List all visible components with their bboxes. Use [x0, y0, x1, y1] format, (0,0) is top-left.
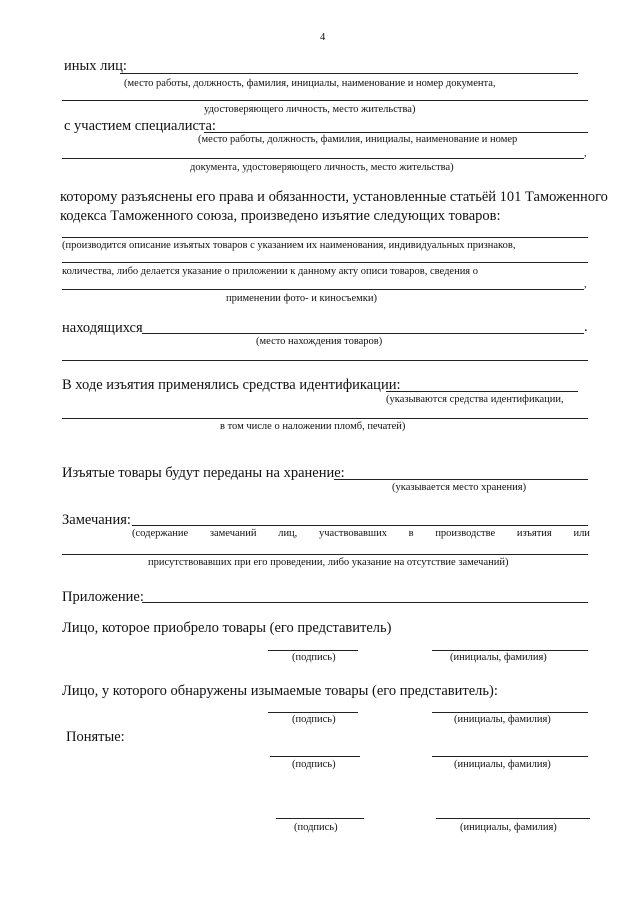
witness-2-name-field[interactable]	[436, 818, 590, 819]
rights-text-1: которому разъяснены его права и обязанности, установленные статьёй 101 Таможенного	[60, 189, 608, 205]
witness-1-signature-hint: (подпись)	[292, 759, 336, 770]
specialist-label: с участием специалиста:	[64, 118, 216, 134]
witnesses-label: Понятые:	[66, 729, 125, 745]
goods-hint-3: применении фото- и киносъемки)	[226, 293, 377, 304]
acquirer-signature-hint: (подпись)	[292, 652, 336, 663]
goods-hint-2: количества, либо делается указание о приложении к данному акту описи товаров, сведения о	[62, 266, 479, 277]
identification-hint-2: в том числе о наложении пломб, печатей)	[220, 421, 406, 432]
owner-label: Лицо, у которого обнаружены изымаемые товары (его представитель):	[62, 683, 498, 699]
acquirer-signature-field[interactable]	[268, 650, 358, 651]
goods-hint-1: (производится описание изъятых товаров с указанием их наименования, индивидуальных признаков,	[62, 240, 516, 251]
witness-2-signature-field[interactable]	[276, 818, 364, 819]
goods-field-1[interactable]	[62, 237, 588, 238]
owner-signature-field[interactable]	[268, 712, 358, 713]
location-field-2[interactable]	[62, 360, 588, 361]
appendix-label: Приложение:	[62, 589, 144, 605]
other-persons-label: иных лиц:	[64, 58, 127, 74]
specialist-hint-1: (место работы, должность, фамилия, инициалы, наименование и номер	[198, 134, 518, 145]
other-persons-field-2[interactable]	[62, 100, 588, 101]
identification-field-2[interactable]	[62, 418, 588, 419]
remarks-field[interactable]	[132, 525, 588, 526]
location-field[interactable]	[142, 333, 584, 334]
witness-2-name-hint: (инициалы, фамилия)	[460, 822, 557, 833]
goods-field-2[interactable]	[62, 262, 588, 263]
appendix-field[interactable]	[142, 602, 588, 603]
remarks-hint-2: присутствовавших при его проведении, либо указание на отсутствие замечаний)	[148, 557, 509, 568]
remarks-hint-1: (содержание замечаний лиц, участвовавших в производстве изъятия или	[132, 528, 590, 539]
other-persons-field[interactable]	[120, 73, 578, 74]
witness-1-name-field[interactable]	[432, 756, 588, 757]
owner-name-hint: (инициалы, фамилия)	[454, 714, 551, 725]
witness-1-signature-field[interactable]	[270, 756, 360, 757]
specialist-hint-2: документа, удостоверяющего личность, место жительства)	[190, 162, 454, 173]
identification-label: В ходе изъятия применялись средства идентификации:	[62, 377, 401, 393]
identification-field[interactable]	[386, 391, 578, 392]
specialist-comma: ,	[584, 148, 587, 159]
specialist-field[interactable]	[204, 132, 588, 133]
storage-label: Изъятые товары будут переданы на хранение:	[62, 465, 345, 481]
storage-field[interactable]	[334, 479, 588, 480]
goods-field-3[interactable]	[62, 289, 584, 290]
location-hint: (место нахождения товаров)	[256, 336, 383, 347]
witness-2-signature-hint: (подпись)	[294, 822, 338, 833]
witness-1-name-hint: (инициалы, фамилия)	[454, 759, 551, 770]
remarks-label: Замечания:	[62, 512, 131, 528]
location-dot: .	[584, 319, 588, 335]
acquirer-name-hint: (инициалы, фамилия)	[450, 652, 547, 663]
remarks-field-2[interactable]	[62, 554, 588, 555]
other-persons-hint-1: (место работы, должность, фамилия, инициалы, наименование и номер документа,	[124, 78, 496, 89]
page-number: 4	[320, 32, 326, 43]
location-label: находящихся	[62, 320, 143, 336]
storage-hint: (указывается место хранения)	[392, 482, 527, 493]
acquirer-label: Лицо, которое приобрело товары (его представитель)	[62, 620, 392, 636]
goods-comma: ,	[584, 279, 587, 290]
specialist-field-2[interactable]	[62, 158, 584, 159]
rights-text-2: кодекса Таможенного союза, произведено изъятие следующих товаров:	[60, 208, 501, 224]
acquirer-name-field[interactable]	[432, 650, 588, 651]
other-persons-hint-2: удостоверяющего личность, место жительства)	[204, 104, 416, 115]
owner-signature-hint: (подпись)	[292, 714, 336, 725]
identification-hint-1: (указываются средства идентификации,	[386, 394, 564, 405]
owner-name-field[interactable]	[432, 712, 588, 713]
